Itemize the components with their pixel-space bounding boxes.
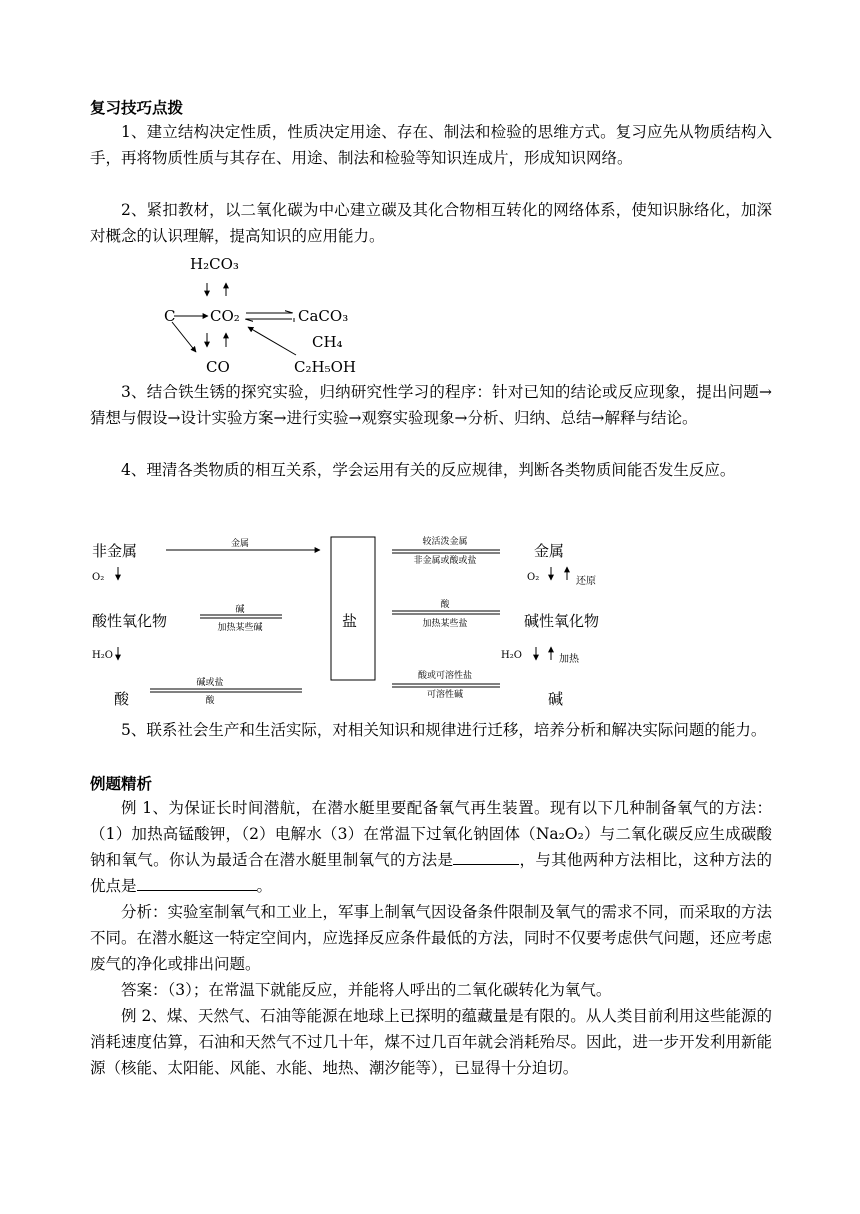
label-h2o-left: H₂O [92, 650, 113, 661]
paragraph-tip-1: 1、建立结构决定性质，性质决定用途、存在、制法和检验的思维方式。复习应先从物质结构入手，再将物质性质与其存在、用途、制法和检验等知识连成片，形成知识网络。 [90, 123, 772, 167]
heading-examples: 例题精析 [90, 775, 153, 793]
label-metal: 金属 [534, 542, 565, 560]
arrow-label-soluble-base: 可溶性碱 [426, 690, 463, 700]
label-acidic-oxide: 酸性氧化物 [92, 612, 168, 630]
paragraph-tip-2: 2、紧扣教材，以二氧化碳为中心建立碳及其化合物相互转化的网络体系，使知识脉络化，加深对概念的认识理解，提高知识的应用能力。 [90, 201, 772, 245]
arrow-label-nonmetal-acid-salt: 非金属或酸或盐 [413, 556, 477, 566]
arrow-label-acid: 酸 [205, 696, 215, 706]
label-nonmetal: 非金属 [92, 542, 138, 560]
example-1-text-b: ，与其他两种方法相比，这种方法的优点是 [90, 851, 772, 895]
arrow-label-base: 碱 [235, 605, 245, 615]
paragraph-example-2: 例 2、煤、天然气、石油等能源在地球上已探明的蕴藏量是有限的。从人类目前利用这些能源的消耗速度估算，石油和天然气不过几十年，煤不过几百年就会消耗殆尽。因此，进一步开发利用新能源（核能、太阳能、风能、水能、地热、潮汐能等），已显得十分迫切。 [90, 1007, 773, 1077]
arrow-label-acid-or-soluble-salt: 酸或可溶性盐 [417, 671, 472, 681]
paragraph-analysis: 分析：实验室制氧气和工业上，军事上制氧气因设备条件限制及氧气的需求不同，而采取的方法不同。在潜水艇这一特定空间内，应选择反应条件最低的方法，同时不仅要考虑供气问题，还应考虑废气的净化或排出问题。 [90, 903, 773, 973]
salt-box [331, 537, 375, 680]
example-1-text-c: 。 [256, 877, 273, 895]
label-h2o-right: H₂O [501, 650, 522, 661]
label-caco3: CaCO₃ [298, 307, 349, 325]
label-co: CO [206, 358, 230, 376]
paragraph-tip-3: 3、结合铁生锈的探究实验，归纳研究性学习的程序：针对已知的结论或反应现象，提出问题→猜想与假设→设计实验方案→进行实验→观察实验现象→分析、归纳、总结→解释与结论。 [90, 383, 772, 427]
arrow-label-heat-some-salts: 加热某些盐 [422, 619, 468, 629]
label-ch4: CH₄ [312, 333, 343, 351]
arrow-label-active-metal: 较活泼金属 [422, 537, 468, 547]
label-reduce: 还原 [576, 576, 596, 587]
arrow-label-metal: 金属 [230, 539, 249, 549]
arrow-label-base-or-salt: 碱或盐 [196, 678, 224, 688]
label-heat: 加热 [559, 654, 579, 665]
arrow-label-acid-right: 酸 [440, 600, 450, 610]
label-c: C [164, 307, 176, 325]
label-h2co3: H₂CO₃ [190, 255, 239, 273]
paragraph-tip-5: 5、联系社会生产和生活实际，对相关知识和规律进行迁移，培养分析和解决实际问题的能力。 [121, 721, 767, 739]
label-co2: CO₂ [210, 307, 240, 325]
arrow-label-heat-some-bases: 加热某些碱 [217, 623, 263, 633]
relation-diagram-arrows [118, 537, 567, 692]
label-o2-right: O₂ [527, 572, 540, 583]
label-base: 碱 [548, 690, 564, 708]
heading-review-tips: 复习技巧点拨 [90, 99, 184, 117]
label-o2-left: O₂ [92, 572, 105, 583]
label-c2h5oh: C₂H₅OH [294, 358, 356, 376]
paragraph-tip-4: 4、理清各类物质的相互关系，学会运用有关的反应规律，判断各类物质间能否发生反应。 [121, 461, 736, 479]
example-1-text-a: 例 1、为保证长时间潜航，在潜水艇里要配备氧气再生装置。现有以下几种制备氧气的方法：（1）加热高锰酸钾，（2）电解水（3）在常温下过氧化钠固体（Na₂O₂）与二氧化碳反应生成碳酸钠和氧气。你认为最适合在潜水艇里制氧气的方法是 [90, 799, 772, 869]
carbon-diagram-arrows [172, 283, 296, 355]
label-basic-oxide: 碱性氧化物 [524, 612, 600, 630]
label-acid: 酸 [114, 690, 130, 708]
paragraph-answer: 答案：（3）；在常温下就能反应，并能将人呼出的二氧化碳转化为氧气。 [121, 981, 612, 999]
label-salt: 盐 [342, 612, 358, 630]
